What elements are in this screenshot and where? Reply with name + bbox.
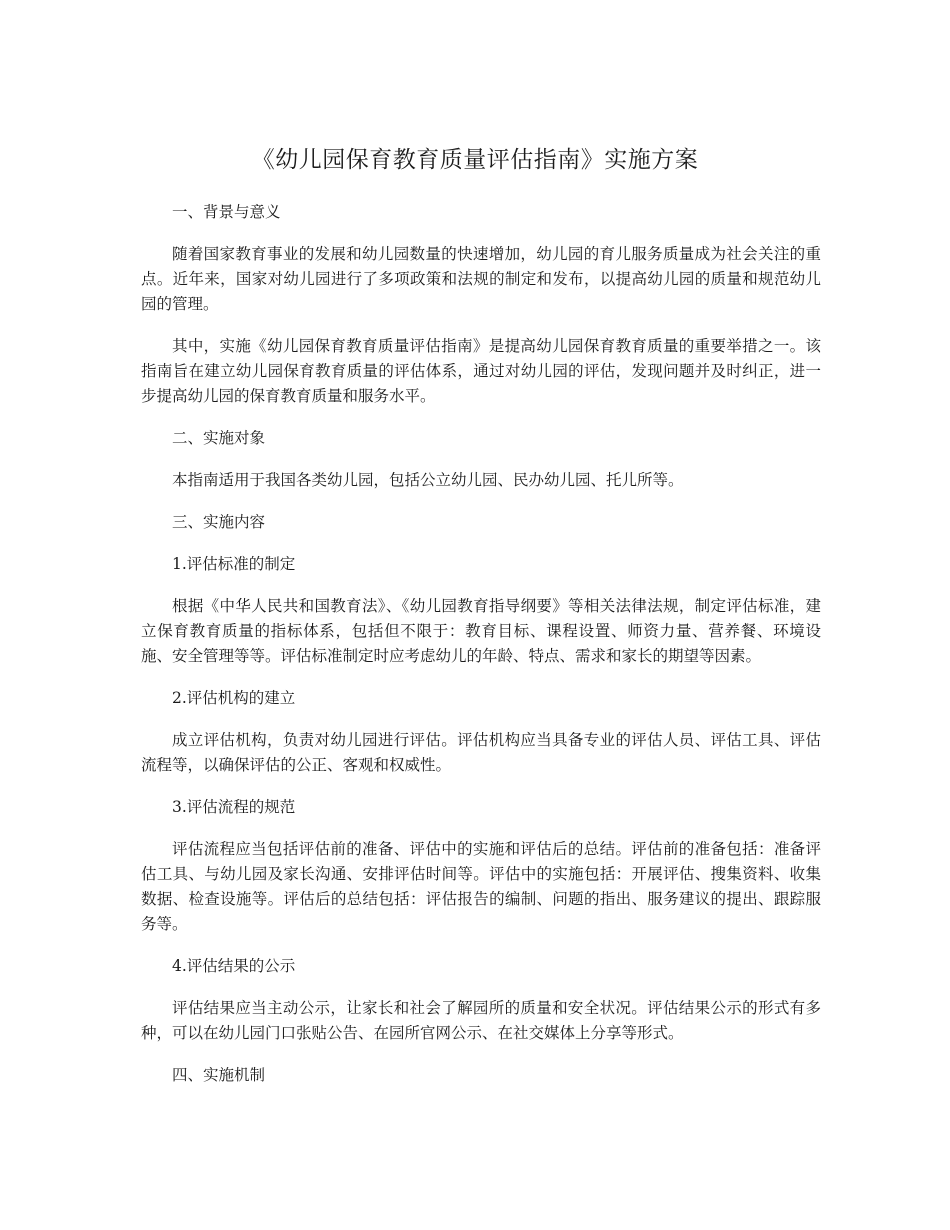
paragraph-targets: 本指南适用于我国各类幼儿园，包括公立幼儿园、民办幼儿园、托儿所等。 [172, 471, 684, 489]
subheading-agency: 2.评估机构的建立 [172, 689, 296, 707]
paragraph-standards: 根据《中华人民共和国教育法》、《幼儿园教育指导纲要》等相关法律法规，制定评估标准，建立保育教育质量的指标体系，包括但不限于：教育目标、课程设置、师资力量、营养餐、环境设施、安全管理等等。评估标准制定时应考虑幼儿的年龄、特点、需求和家长的期望等因素。 [141, 597, 821, 665]
section-heading-content: 三、实施内容 [172, 513, 266, 531]
subheading-results: 4.评估结果的公示 [172, 957, 296, 975]
document-title: 《幼儿园保育教育质量评估指南》实施方案 [251, 147, 699, 173]
section-heading-mechanism: 四、实施机制 [172, 1066, 266, 1084]
subheading-standards: 1.评估标准的制定 [172, 555, 296, 573]
section-heading-targets: 二、实施对象 [172, 429, 266, 447]
paragraph-background-1: 随着国家教育事业的发展和幼儿园数量的快速增加，幼儿园的育儿服务质量成为社会关注的重点。近年来，国家对幼儿园进行了多项政策和法规的制定和发布，以提高幼儿园的质量和规范幼儿园的管理。 [141, 245, 821, 313]
paragraph-results: 评估结果应当主动公示，让家长和社会了解园所的质量和安全状况。评估结果公示的形式有多种，可以在幼儿园门口张贴公告、在园所官网公示、在社交媒体上分享等形式。 [141, 999, 821, 1042]
subheading-process: 3.评估流程的规范 [172, 798, 296, 816]
paragraph-process: 评估流程应当包括评估前的准备、评估中的实施和评估后的总结。评估前的准备包括：准备评估工具、与幼儿园及家长沟通、安排评估时间等。评估中的实施包括：开展评估、搜集资料、收集数据、检查设施等。评估后的总结包括：评估报告的编制、问题的指出、服务建议的提出、跟踪服务等。 [141, 840, 821, 933]
document-body [141, 200, 821, 1105]
section-heading-background: 一、背景与意义 [172, 203, 281, 221]
paragraph-background-2: 其中，实施《幼儿园保育教育质量评估指南》是提高幼儿园保育教育质量的重要举措之一。该指南旨在建立幼儿园保育教育质量的评估体系，通过对幼儿园的评估，发现问题并及时纠正，进一步提高幼儿园的保育教育质量和服务水平。 [141, 337, 821, 405]
paragraph-agency: 成立评估机构，负责对幼儿园进行评估。评估机构应当具备专业的评估人员、评估工具、评估流程等，以确保评估的公正、客观和权威性。 [141, 731, 821, 774]
